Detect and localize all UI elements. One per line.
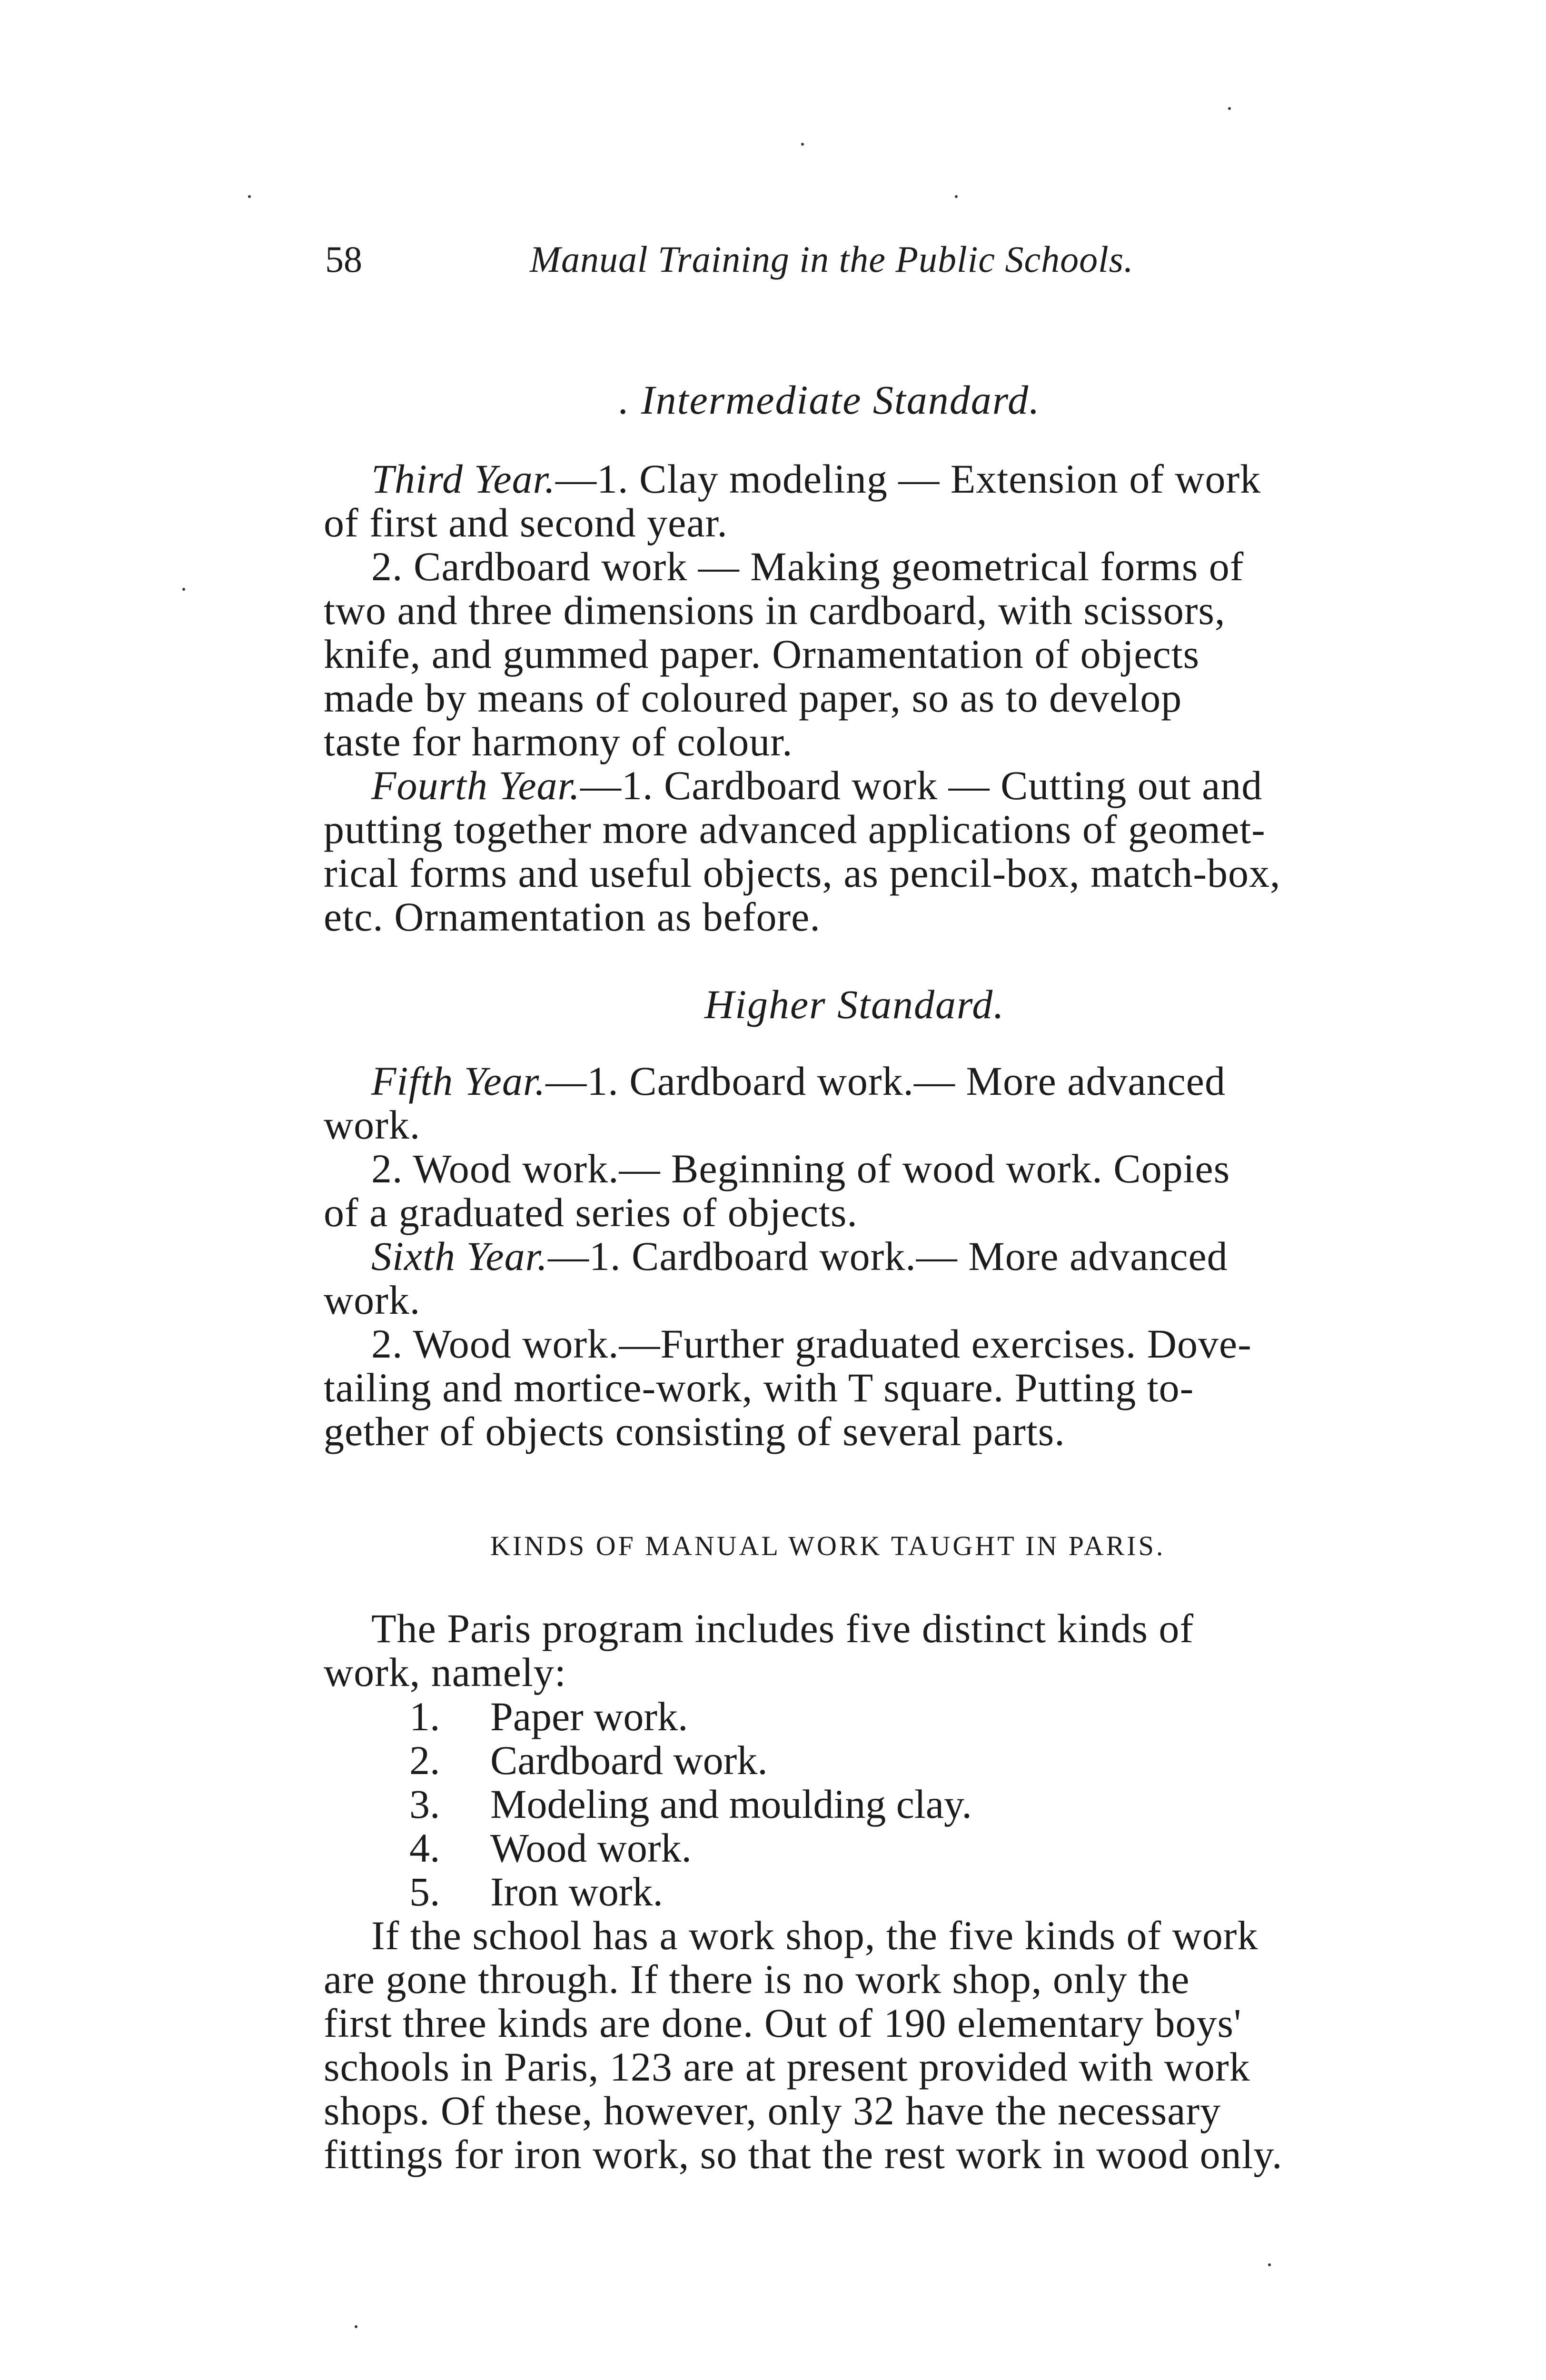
paragraph-line: work. — [324, 1277, 421, 1323]
paragraph-line: work, namely: — [324, 1649, 566, 1695]
list-text: Modeling and moulding clay. — [490, 1781, 972, 1827]
list-text: Iron work. — [490, 1869, 664, 1914]
paris-closing-paragraph — [324, 1914, 1466, 2176]
list-number: 4. — [409, 1825, 440, 1871]
list-number: 5. — [409, 1869, 440, 1914]
paragraph-line: knife, and gummed paper. Ornamentation of objects — [324, 631, 1200, 677]
list-text: Cardboard work. — [490, 1737, 768, 1783]
list-item — [409, 1738, 972, 1782]
paragraph-line: made by means of coloured paper, so as to develop — [324, 675, 1182, 721]
paragraph-line: taste for harmony of colour. — [324, 719, 793, 764]
list-item — [409, 1826, 972, 1870]
paris-section-heading: KINDS OF MANUAL WORK TAUGHT IN PARIS. — [490, 1530, 1166, 1561]
paragraph-line: Third Year.—1. Clay modeling — Extension of work — [371, 456, 1261, 502]
page-header — [325, 238, 1282, 295]
paragraph-line: fittings for iron work, so that the rest work in wood only. — [324, 2132, 1283, 2177]
paragraph-line: Sixth Year.—1. Cardboard work.— More advanced — [371, 1233, 1228, 1279]
list-item — [409, 1695, 972, 1738]
higher-standard-heading: Higher Standard. — [704, 982, 1005, 1027]
paragraph-line: of first and second year. — [324, 500, 728, 545]
scan-speck — [801, 143, 804, 146]
fourth-year-paragraph — [324, 764, 1466, 939]
list-number: 2. — [409, 1737, 440, 1783]
paragraph-line: shops. Of these, however, only 32 have the necessary — [324, 2088, 1221, 2133]
scan-speck — [1268, 2263, 1271, 2266]
scan-speck — [248, 195, 251, 198]
sixth-year-paragraph — [324, 1234, 1466, 1453]
paragraph-line: etc. Ornamentation as before. — [324, 894, 821, 940]
scan-speck — [355, 2325, 357, 2328]
year-label: Third Year. — [371, 456, 556, 502]
scan-speck — [955, 195, 958, 198]
paragraph-line: gether of objects consisting of several parts. — [324, 1408, 1065, 1454]
paragraph-line: The Paris program includes five distinct kinds of — [371, 1606, 1194, 1651]
list-text: Paper work. — [490, 1694, 688, 1739]
paragraph-line: work. — [324, 1102, 421, 1148]
third-year-paragraph — [324, 457, 1466, 764]
paragraph-line: 2. Cardboard work — Making geometrical forms of — [371, 544, 1244, 589]
paragraph-line: Fourth Year.—1. Cardboard work — Cutting out and — [371, 763, 1263, 808]
running-title: Manual Training in the Public Schools. — [530, 238, 1134, 280]
work-kinds-list — [409, 1695, 972, 1914]
list-number: 3. — [409, 1781, 440, 1827]
paragraph-line: of a graduated series of objects. — [324, 1190, 858, 1235]
paragraph-line: Fifth Year.—1. Cardboard work.— More advanced — [371, 1058, 1226, 1104]
year-label: Fourth Year. — [371, 763, 580, 808]
list-item — [409, 1870, 972, 1914]
list-number: 1. — [409, 1694, 440, 1739]
intermediate-standard-heading: . Intermediate Standard. — [619, 377, 1041, 423]
paragraph-line: first three kinds are done. Out of 190 elementary boys' — [324, 2000, 1242, 2046]
fifth-year-paragraph — [324, 1059, 1466, 1234]
year-label: Fifth Year. — [371, 1058, 546, 1104]
paragraph-line: 2. Wood work.— Beginning of wood work. Copies — [371, 1146, 1230, 1191]
paragraph-line: are gone through. If there is no work shop, only the — [324, 1956, 1190, 2002]
scan-speck — [1228, 107, 1231, 110]
paragraph-line: If the school has a work shop, the five kinds of work — [371, 1913, 1259, 1958]
page-number: 58 — [325, 238, 362, 280]
paragraph-line: tailing and mortice-work, with T square. Putting to- — [324, 1365, 1194, 1410]
paragraph-line: 2. Wood work.—Further graduated exercises. Dove- — [371, 1321, 1252, 1367]
scan-speck — [182, 588, 185, 591]
list-item — [409, 1782, 972, 1826]
year-label: Sixth Year. — [371, 1233, 548, 1279]
paragraph-line: two and three dimensions in cardboard, with scissors, — [324, 587, 1226, 633]
paragraph-line: schools in Paris, 123 are at present provided with work — [324, 2044, 1250, 2090]
paris-intro-paragraph — [324, 1606, 1466, 1694]
list-text: Wood work. — [490, 1825, 692, 1871]
paragraph-line: putting together more advanced applications of geomet- — [324, 806, 1266, 852]
paragraph-line: rical forms and useful objects, as pencil-box, match-box, — [324, 850, 1281, 896]
